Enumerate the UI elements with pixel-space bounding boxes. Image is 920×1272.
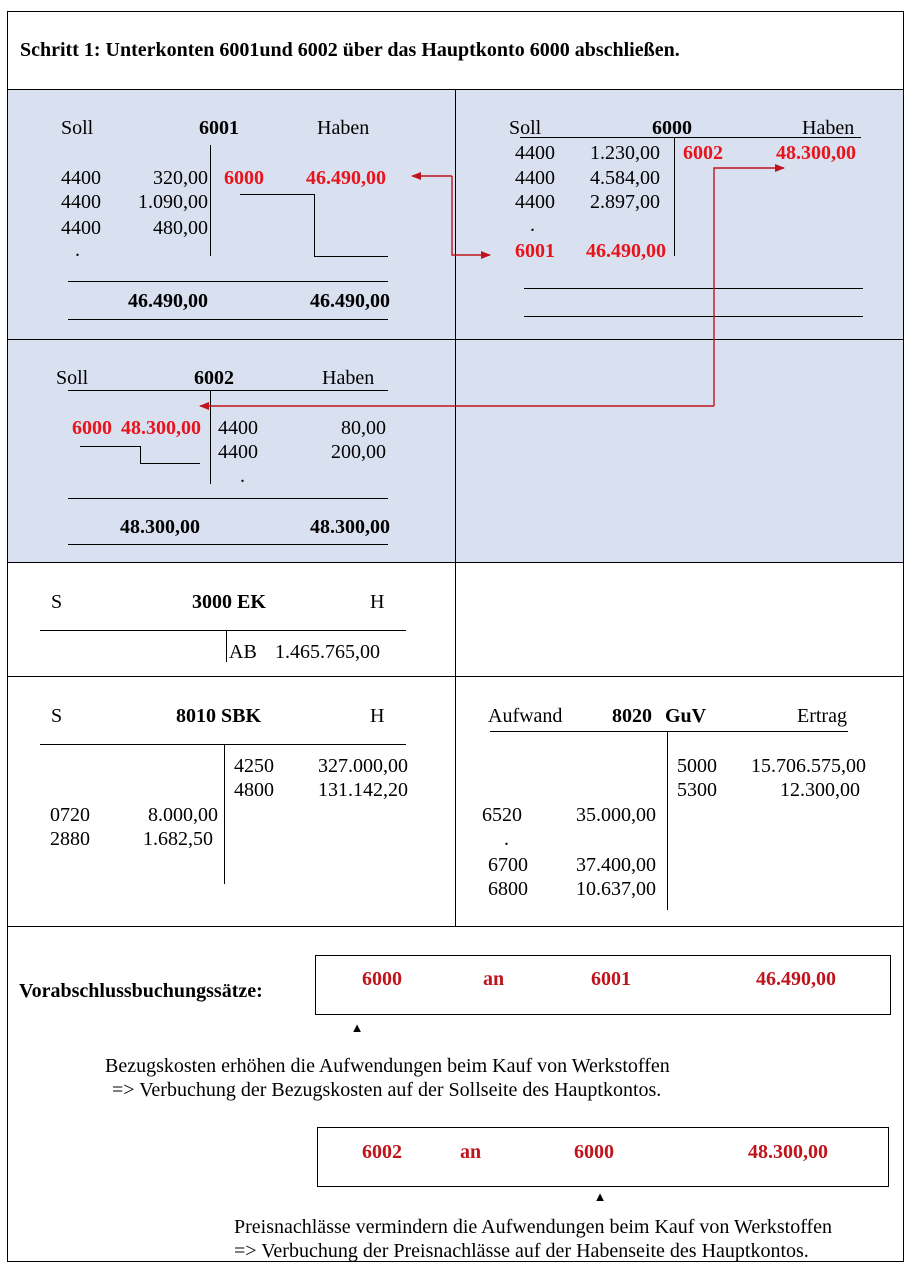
soll-label: S: [51, 705, 63, 727]
soll-amount: 37.400,00: [576, 854, 656, 876]
sum-soll: 48.300,00: [120, 516, 200, 538]
haben-amount: 131.142,20: [318, 779, 408, 801]
haben-amount-highlight: 48.300,00: [776, 142, 856, 164]
soll-account: 4400: [61, 191, 101, 213]
booking-amount: 46.490,00: [756, 968, 836, 990]
account-name: 6001: [199, 117, 239, 139]
continuation-dot: .: [504, 828, 509, 850]
soll-account: 0720: [50, 804, 90, 826]
haben-amount: 200,00: [331, 441, 386, 463]
soll-account: 4400: [61, 217, 101, 239]
soll-amount: 10.637,00: [576, 878, 656, 900]
haben-amount: 1.465.765,00: [275, 641, 380, 663]
account-name-suffix: GuV: [665, 705, 707, 727]
haben-label: Haben: [802, 117, 855, 139]
haben-label: H: [370, 705, 385, 727]
haben-label: H: [370, 591, 385, 613]
haben-label: Haben: [317, 117, 370, 139]
note-2-line-2: => Verbuchung der Preisnachlässe auf der Habenseite des Hauptkontos.: [234, 1240, 809, 1262]
up-arrow-icon: ▲: [593, 1189, 607, 1204]
continuation-dot: .: [75, 239, 80, 261]
soll-amount: 8.000,00: [148, 804, 218, 826]
sum-soll: 46.490,00: [128, 290, 208, 312]
note-1-line-1: Bezugskosten erhöhen die Aufwendungen beim Kauf von Werkstoffen: [105, 1055, 670, 1077]
haben-label: Ertrag: [797, 705, 847, 727]
note-1-line-2: => Verbuchung der Bezugskosten auf der Sollseite des Hauptkontos.: [112, 1079, 662, 1101]
soll-account: 6800: [488, 878, 528, 900]
haben-account: 5300: [677, 779, 717, 801]
soll-label: Soll: [56, 367, 89, 389]
note-2-line-1: Preisnachlässe vermindern die Aufwendungen beim Kauf von Werkstoffen: [234, 1216, 833, 1238]
haben-account: 4400: [218, 417, 258, 439]
closing-entries-label: Vorabschlussbuchungssätze:: [19, 980, 263, 1002]
haben-amount: 12.300,00: [780, 779, 860, 801]
booking-an: an: [460, 1141, 482, 1163]
booking-debit-account: 6002: [362, 1141, 402, 1163]
arrow-6002-to-6000: [714, 168, 784, 406]
continuation-dot: .: [530, 214, 535, 236]
soll-account: 2880: [50, 828, 90, 850]
sum-haben: 46.490,00: [310, 290, 390, 312]
haben-account: 4250: [234, 755, 274, 777]
booking-debit-account: 6000: [362, 968, 402, 990]
booking-credit-account: 6000: [574, 1141, 614, 1163]
soll-amount: 1.230,00: [590, 142, 660, 164]
soll-account: 4400: [515, 167, 555, 189]
soll-amount: 320,00: [153, 167, 208, 189]
soll-amount-highlight: 48.300,00: [121, 417, 201, 439]
haben-label: Haben: [322, 367, 375, 389]
soll-amount: 4.584,00: [590, 167, 660, 189]
soll-amount: 35.000,00: [576, 804, 656, 826]
soll-amount: 2.897,00: [590, 191, 660, 213]
haben-account-highlight: 6002: [683, 142, 723, 164]
soll-label: S: [51, 591, 63, 613]
soll-amount: 480,00: [153, 217, 208, 239]
haben-amount: 80,00: [341, 417, 386, 439]
account-name-number: 8020: [612, 705, 652, 727]
soll-label: Soll: [509, 117, 542, 139]
soll-account-highlight: 6001: [515, 240, 555, 262]
soll-amount: 1.090,00: [138, 191, 208, 213]
account-name: 6000: [652, 117, 692, 139]
booking-credit-account: 6001: [591, 968, 631, 990]
soll-account: 4400: [61, 167, 101, 189]
haben-amount: 15.706.575,00: [751, 755, 866, 777]
haben-account: 4400: [218, 441, 258, 463]
soll-account: 4400: [515, 191, 555, 213]
arrow-6001-to-6000: [452, 176, 490, 255]
up-arrow-icon: ▲: [350, 1020, 364, 1035]
sum-haben: 48.300,00: [310, 516, 390, 538]
haben-account: AB: [229, 641, 257, 663]
haben-account: 4800: [234, 779, 274, 801]
soll-account: 4400: [515, 142, 555, 164]
account-name: 6002: [194, 367, 234, 389]
booking-an: an: [483, 968, 505, 990]
soll-amount-highlight: 46.490,00: [586, 240, 666, 262]
page-title: Schritt 1: Unterkonten 6001und 6002 über das Hauptkonto 6000 abschließen.: [20, 39, 680, 61]
soll-account: 6700: [488, 854, 528, 876]
soll-label: Soll: [61, 117, 94, 139]
soll-account-highlight: 6000: [72, 417, 112, 439]
haben-account: 5000: [677, 755, 717, 777]
continuation-dot: .: [240, 465, 245, 487]
soll-account: 6520: [482, 804, 522, 826]
soll-amount: 1.682,50: [143, 828, 213, 850]
booking-amount: 48.300,00: [748, 1141, 828, 1163]
haben-account-highlight: 6000: [224, 167, 264, 189]
soll-label: Aufwand: [488, 705, 563, 727]
haben-amount-highlight: 46.490,00: [306, 167, 386, 189]
haben-amount: 327.000,00: [318, 755, 408, 777]
account-name: 3000 EK: [192, 591, 266, 613]
account-name: 8010 SBK: [176, 705, 262, 727]
